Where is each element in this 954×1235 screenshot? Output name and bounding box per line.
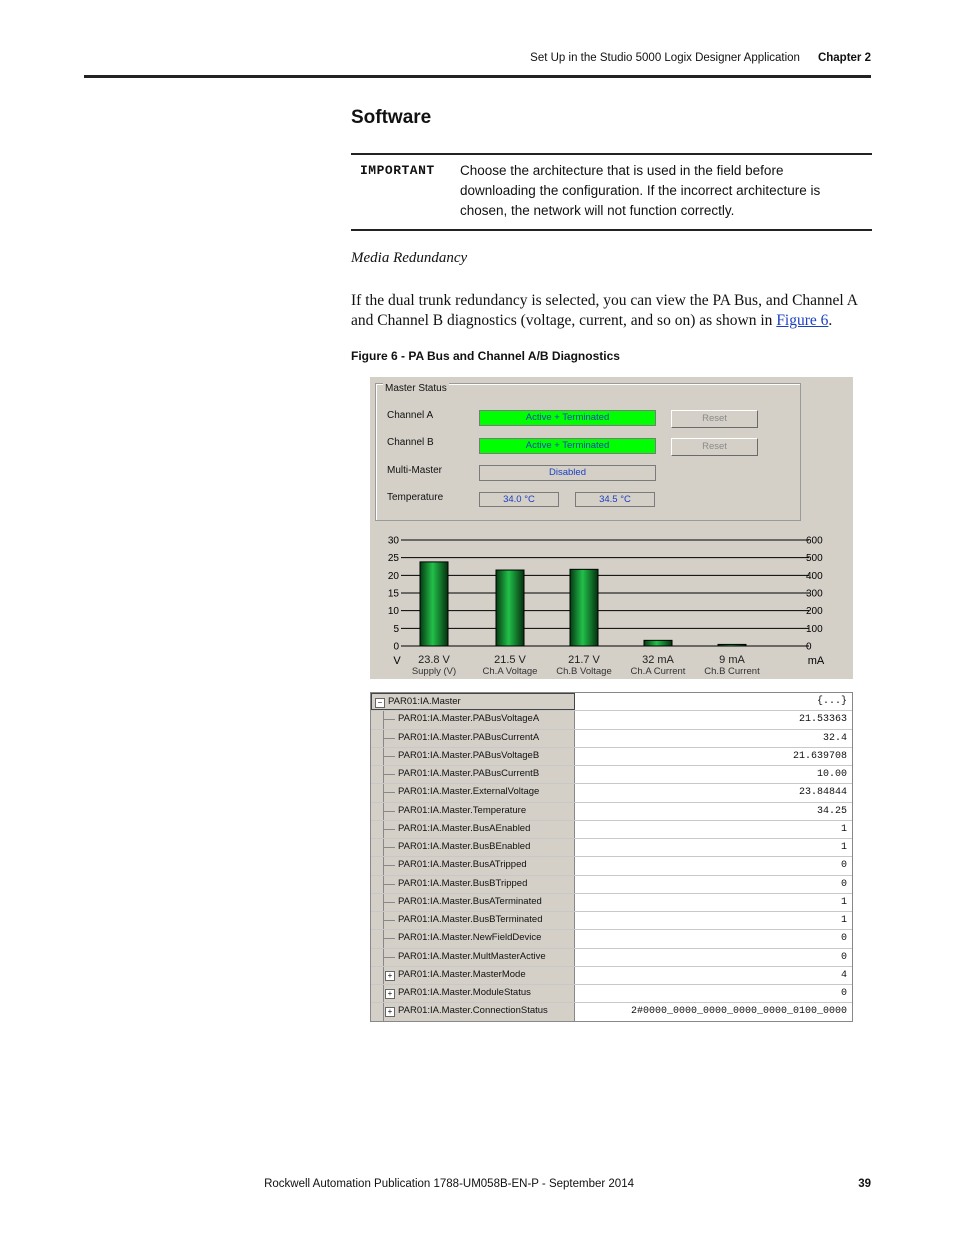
header-rule (84, 75, 871, 78)
collapse-icon[interactable]: − (375, 698, 385, 708)
reset-b-button[interactable]: Reset (671, 438, 758, 456)
expand-icon[interactable]: + (385, 989, 395, 999)
tag-name: PAR01:IA.Master.ExternalVoltage (398, 786, 540, 798)
left-tick-label: 25 (387, 553, 399, 565)
table-row[interactable] (371, 711, 852, 729)
temperature-label: Temperature (387, 492, 444, 503)
left-tick-label: 30 (387, 535, 399, 547)
tag-name: PAR01:IA.Master.NewFieldDevice (398, 932, 542, 944)
body-paragraph (351, 291, 873, 331)
tag-name: PAR01:IA.Master.PABusVoltageA (398, 713, 540, 725)
tag-name: PAR01:IA.Master.BusBEnabled (398, 841, 531, 852)
diagnostics-panel (370, 377, 853, 679)
right-tick-label: 100 (806, 623, 823, 635)
tag-value[interactable]: 0 (840, 933, 847, 945)
important-text: Choose the architecture that is used in the field before downloading the configuration. If the incorrect architecture is chosen, the network will not function correctly. (460, 163, 821, 218)
tag-name: PAR01:IA.Master.BusATripped (398, 859, 527, 871)
reset-a-button[interactable]: Reset (671, 410, 758, 428)
tag-name: PAR01:IA.Master.ConnectionStatus (398, 1005, 548, 1017)
tag-name: PAR01:IA.Master.PABusVoltageB (398, 749, 540, 761)
table-row[interactable] (371, 766, 852, 784)
table-row[interactable] (371, 821, 852, 839)
table-row[interactable] (371, 784, 852, 802)
tag-value[interactable]: 32.4 (822, 732, 847, 744)
left-tick-label: 20 (387, 570, 399, 582)
bar-value-label: 21.7 V (568, 654, 600, 666)
channel-b-status: Active + Terminated (479, 438, 656, 454)
tag-value[interactable]: 1 (840, 915, 847, 926)
expand-icon[interactable]: + (385, 1007, 395, 1017)
right-tick-label: 600 (806, 535, 823, 547)
table-row[interactable] (371, 912, 852, 930)
subheading: Media Redundancy (351, 250, 468, 266)
running-title: Set Up in the Studio 5000 Logix Designer Application (530, 52, 800, 64)
bar (718, 644, 746, 646)
table-row[interactable] (371, 839, 852, 857)
tree-branch (383, 865, 395, 866)
tag-name: PAR01:IA.Master.BusAEnabled (398, 822, 531, 834)
tag-monitor-table (370, 692, 853, 1022)
table-row[interactable] (371, 748, 852, 766)
category-label: Ch.A Voltage (482, 666, 538, 677)
tag-value[interactable]: 23.84844 (798, 787, 847, 799)
multimaster-label: Multi-Master (387, 465, 443, 476)
section-title: Software (351, 107, 432, 128)
expand-icon[interactable]: + (385, 971, 395, 981)
figure-link[interactable]: Figure 6 (776, 312, 829, 329)
table-row[interactable] (371, 894, 852, 912)
tag-value[interactable]: 0 (840, 951, 847, 963)
running-header (0, 52, 871, 64)
bar (420, 562, 448, 646)
left-tick-label: 0 (393, 641, 399, 653)
table-row[interactable] (371, 730, 852, 748)
tree-guide (383, 967, 384, 984)
tag-name: PAR01:IA.Master.ModuleStatus (398, 987, 531, 998)
body-text: If the dual trunk redundancy is selected, you can view the PA Bus, and Channel A and Channel B diagnostics (voltage, current, and so on) as shown in (351, 292, 858, 329)
tag-value[interactable]: {...} (816, 696, 847, 707)
tag-name: PAR01:IA.Master (388, 696, 461, 707)
tag-value[interactable]: 1 (840, 842, 847, 853)
bar (644, 640, 672, 646)
bar-value-label: 9 mA (719, 654, 745, 666)
table-row[interactable] (371, 985, 852, 1003)
tag-value[interactable]: 4 (840, 969, 847, 981)
table-row[interactable] (371, 876, 852, 894)
tree-branch (383, 811, 395, 812)
bar (570, 569, 598, 646)
tag-root-row[interactable] (371, 693, 852, 711)
tag-value[interactable]: 34.25 (816, 805, 847, 817)
left-tick-label: 5 (393, 623, 399, 635)
tag-name: PAR01:IA.Master.MasterMode (398, 968, 526, 980)
tag-value[interactable]: 0 (840, 878, 847, 890)
category-label: Ch.B Voltage (556, 666, 612, 677)
channel-a-label: Channel A (387, 410, 434, 421)
tree-branch (383, 884, 395, 885)
tree-branch (383, 792, 395, 793)
diagnostics-bar-chart (370, 527, 853, 677)
tag-value[interactable]: 10.00 (816, 769, 847, 780)
multimaster-status: Disabled (479, 465, 656, 481)
right-tick-label: 300 (806, 588, 823, 600)
chapter-label: Chapter 2 (817, 52, 871, 64)
category-label: Supply (V) (411, 666, 457, 677)
tag-name: PAR01:IA.Master.MultMasterActive (398, 950, 546, 962)
tag-value[interactable]: 1 (840, 823, 847, 835)
tree-guide (383, 985, 384, 1002)
group-title: Master Status (385, 383, 447, 394)
tree-branch (383, 829, 395, 830)
tree-branch (383, 756, 395, 757)
table-row[interactable] (371, 857, 852, 875)
tree-branch (383, 920, 395, 921)
footer-publication: Rockwell Automation Publication 1788-UM058B-EN-P - September 2014 (264, 1178, 634, 1190)
tree-branch (383, 847, 395, 848)
channel-b-label: Channel B (387, 437, 434, 448)
category-label: Ch.A Current (630, 666, 686, 677)
right-tick-label: 200 (806, 606, 823, 618)
left-tick-label: 10 (387, 606, 399, 618)
master-status-group (375, 383, 801, 521)
table-row[interactable] (371, 930, 852, 948)
tree-branch (383, 774, 395, 775)
table-row[interactable] (371, 1003, 852, 1020)
tag-name: PAR01:IA.Master.BusBTerminated (398, 914, 543, 925)
tag-name: PAR01:IA.Master.BusBTripped (398, 877, 528, 889)
bar-value-label: 23.8 V (418, 654, 450, 666)
table-row[interactable] (371, 803, 852, 821)
bar-value-label: 32 mA (642, 654, 674, 666)
tag-name: PAR01:IA.Master.Temperature (398, 804, 527, 816)
figure-caption: Figure 6 - PA Bus and Channel A/B Diagnostics (351, 349, 620, 363)
table-row[interactable] (371, 949, 852, 967)
tag-name: PAR01:IA.Master.PABusCurrentB (398, 768, 540, 779)
tree-branch (383, 938, 395, 939)
tag-value[interactable]: 21.639708 (792, 750, 847, 762)
important-label: IMPORTANT (360, 163, 435, 178)
tree-guide (383, 1003, 384, 1020)
table-row[interactable] (371, 967, 852, 985)
right-tick-label: 0 (806, 641, 812, 653)
tag-value[interactable]: 2#0000_0000_0000_0000_0000_0100_0000 (630, 1006, 847, 1018)
tag-value[interactable]: 0 (840, 860, 847, 872)
body-text-end: . (828, 312, 833, 329)
tag-value[interactable]: 21.53363 (798, 714, 847, 726)
tree-branch (383, 719, 395, 720)
bar-value-label: 21.5 V (494, 654, 526, 666)
right-axis-unit: mA (807, 655, 825, 667)
temperature-b: 34.5 °C (575, 492, 655, 507)
tree-branch (383, 738, 395, 739)
right-tick-label: 400 (806, 570, 823, 582)
left-axis-unit: V (393, 655, 401, 667)
tag-name: PAR01:IA.Master.PABusCurrentA (398, 731, 540, 743)
page-number: 39 (858, 1178, 871, 1190)
tag-value[interactable]: 0 (840, 988, 847, 999)
category-label: Ch.B Current (704, 666, 760, 677)
tag-name: PAR01:IA.Master.BusATerminated (398, 895, 542, 907)
important-note (351, 153, 872, 231)
tree-branch (383, 957, 395, 958)
temperature-a: 34.0 °C (479, 492, 559, 507)
channel-a-status: Active + Terminated (479, 410, 656, 426)
left-tick-label: 15 (387, 588, 399, 600)
bar (496, 570, 524, 646)
tag-value[interactable]: 1 (840, 896, 847, 908)
right-tick-label: 500 (806, 553, 823, 565)
tree-branch (383, 902, 395, 903)
